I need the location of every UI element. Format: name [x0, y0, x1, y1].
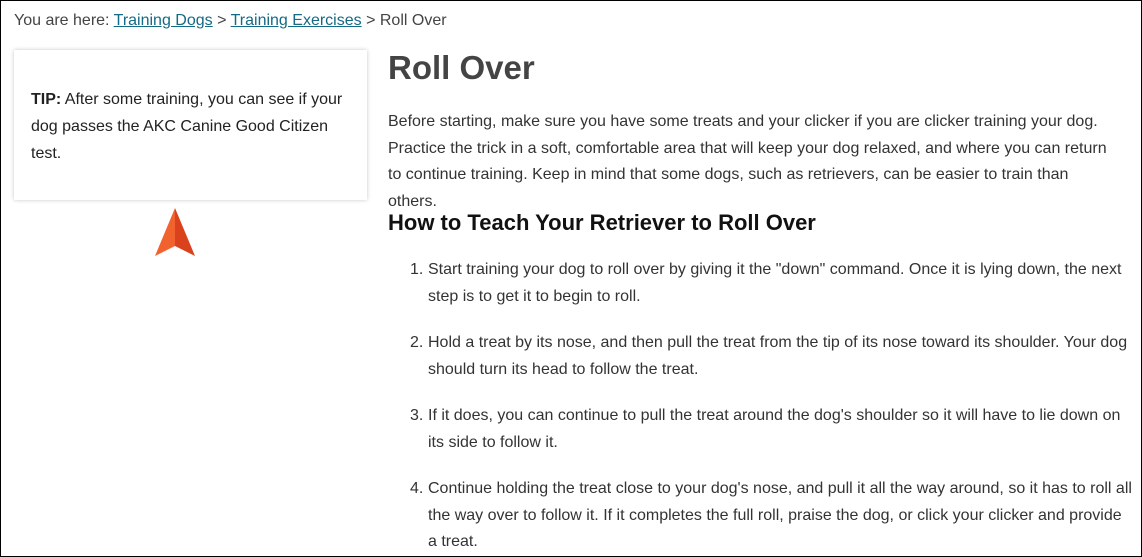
step-number: 2.	[410, 334, 424, 351]
breadcrumb	[14, 11, 447, 31]
breadcrumb-link-training-exercises[interactable]: Training Exercises	[230, 12, 362, 29]
step-text: If it does, you can continue to pull the treat around the dog's shoulder so it will have to lie down on its side to follow it.	[428, 407, 1121, 451]
tip-label: TIP:	[31, 91, 62, 108]
breadcrumb-separator: >	[366, 12, 376, 29]
step-number: 4.	[410, 480, 424, 497]
arrow-pointer-icon	[153, 206, 197, 258]
breadcrumb-separator: >	[217, 12, 227, 29]
step-text: Hold a treat by its nose, and then pull the treat from the tip of its nose toward its shoulder. Your dog should turn its head to follow the treat.	[428, 334, 1128, 378]
step-number: 1.	[410, 261, 424, 278]
step-item	[388, 476, 1133, 556]
step-number: 3.	[410, 407, 424, 424]
tip-box	[14, 50, 367, 200]
step-item	[388, 257, 1133, 310]
breadcrumb-current: Roll Over	[379, 12, 447, 29]
page-title: Roll Over	[388, 49, 535, 86]
steps-list	[388, 257, 1133, 557]
step-item	[388, 403, 1133, 456]
breadcrumb-prefix: You are here:	[14, 12, 110, 29]
breadcrumb-link-training-dogs[interactable]: Training Dogs	[113, 12, 213, 29]
step-item	[388, 330, 1133, 383]
tip-text: After some training, you can see if your dog passes the AKC Canine Good Citizen test.	[31, 91, 343, 162]
step-text: Continue holding the treat close to your dog's nose, and pull it all the way around, so it has to roll all the way over to follow it. If it completes the full roll, praise the dog, or click your clicker and provide a treat.	[428, 480, 1132, 550]
section-heading: How to Teach Your Retriever to Roll Over	[388, 210, 816, 235]
step-text: Start training your dog to roll over by giving it the "down" command. Once it is lying down, the next step is to get it to begin to roll.	[428, 261, 1122, 305]
intro-paragraph: Before starting, make sure you have some treats and your clicker if you are clicker training your dog. Practice the trick in a soft, comfortable area that will keep your dog relaxed, and where you can return to continue training. Keep in mind that some dogs, such as retrievers, can be easier to train than others.	[388, 113, 1107, 210]
